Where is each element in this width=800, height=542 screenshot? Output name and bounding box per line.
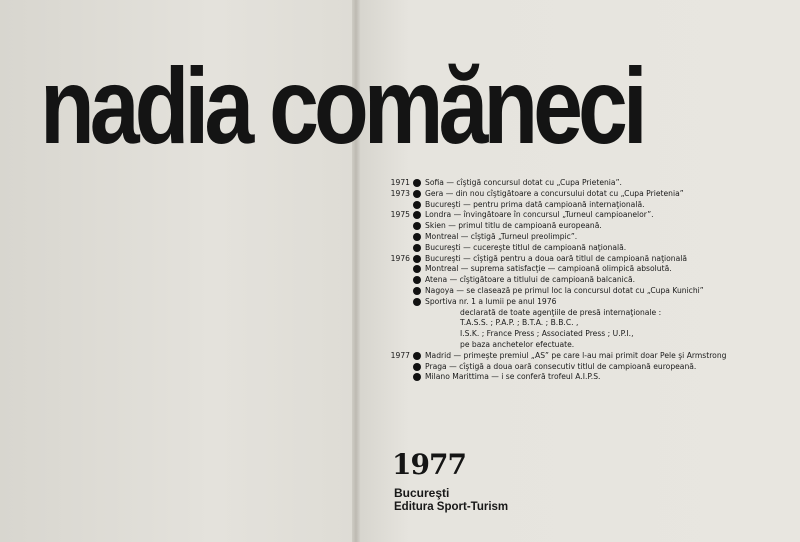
imprint-publisher: Editura Sport-Turism: [394, 501, 509, 513]
bullet-icon: [413, 373, 421, 381]
entry-text: Atena — cîştigătoare a titlului de campioană balcanică.: [425, 275, 636, 285]
chronology-entry: [390, 275, 790, 286]
bullet-icon: [413, 222, 421, 230]
bullet-icon: [413, 244, 421, 252]
chronology-entry: [390, 286, 790, 297]
entry-text: Praga — cîştigă a doua oară consecutiv titlul de campioană europeană.: [425, 361, 697, 371]
entry-text: Sportiva nr. 1 a lumii pe anul 1976: [425, 296, 557, 306]
entry-text: Bucureşti — cucereşte titlul de campioană naţională.: [425, 242, 627, 252]
entry-year: 1976: [390, 253, 410, 263]
chronology-entry: [390, 178, 790, 189]
entry-text: Skien — primul titlu de campioană europeană.: [425, 221, 602, 231]
entry-text: Nagoya — se clasează pe primul loc la concursul dotat cu „Cupa Kunichi”: [425, 285, 704, 295]
chronology-entry: [390, 189, 790, 200]
entry-text: Gera — din nou cîştigătoare a concursului dotat cu „Cupa Prietenia”: [425, 188, 684, 198]
entry-text: Londra — învingătoare în concursul „Turneul campioanelor”.: [425, 210, 654, 220]
entry-text: I.S.K. ; France Press ; Associated Press ; U.P.I.,: [460, 329, 634, 339]
chronology-entry: [390, 200, 790, 211]
bullet-icon: [413, 352, 421, 360]
entry-text: Bucureşti — cîştigă pentru a doua oară titlul de campioană naţională: [425, 253, 688, 263]
entry-text: pe baza anchetelor efectuate.: [460, 339, 575, 349]
entry-year: 1975: [390, 210, 410, 220]
chronology-entry: [390, 318, 790, 329]
bullet-icon: [413, 201, 421, 209]
bullet-icon: [413, 363, 421, 371]
chronology-entry: [390, 221, 790, 232]
bullet-icon: [413, 298, 421, 306]
bullet-icon: [413, 276, 421, 284]
bullet-icon: [413, 265, 421, 273]
entry-year: 1977: [390, 350, 410, 360]
entry-text: T.A.S.S. ; P.A.P. ; B.T.A. ; B.B.C. ,: [460, 318, 579, 328]
entry-text: Montreal — cîştigă „Turneul preolimpic”.: [425, 231, 578, 241]
entry-text: declarată de toate agenţiile de presă internaţionale :: [460, 307, 662, 317]
imprint-city: Bucureşti: [394, 486, 450, 500]
chronology-entry: [390, 297, 790, 308]
entry-year: 1973: [390, 188, 410, 198]
chronology-entry: [390, 243, 790, 254]
chronology-entry: [390, 372, 790, 383]
bullet-icon: [413, 233, 421, 241]
chronology-entry: [390, 340, 790, 351]
chronology-entry: [390, 210, 790, 221]
entry-year: 1971: [390, 178, 410, 187]
chronology-entry: [390, 264, 790, 275]
bullet-icon: [413, 190, 421, 198]
entry-text: Montreal — suprema satisfacţie — campioană olimpică absolută.: [425, 264, 672, 274]
chronology-entry: [390, 362, 790, 373]
chronology-list: [390, 178, 790, 383]
entry-text: Bucureşti — pentru prima dată campioană internaţională.: [425, 199, 645, 209]
chronology-entry: [390, 329, 790, 340]
bullet-icon: [413, 211, 421, 219]
bullet-icon: [413, 179, 421, 187]
bullet-icon: [413, 287, 421, 295]
entry-text: Milano Marittima — i se conferă trofeul A.I.P.S.: [425, 372, 601, 382]
chronology-entry: [390, 254, 790, 265]
chronology-entry: [390, 232, 790, 243]
chronology-entry: [390, 351, 790, 362]
entry-text: Sofia — cîştigă concursul dotat cu „Cupa Prietenia”.: [425, 178, 622, 187]
imprint-year: 1977: [392, 448, 466, 481]
entry-text: Madrid — primeşte premiul „AS” pe care l-au mai primit doar Pele şi Armstrong: [425, 350, 727, 360]
book-title: nadia comăneci: [40, 45, 643, 166]
bullet-icon: [413, 255, 421, 263]
chronology-entry: [390, 308, 790, 319]
